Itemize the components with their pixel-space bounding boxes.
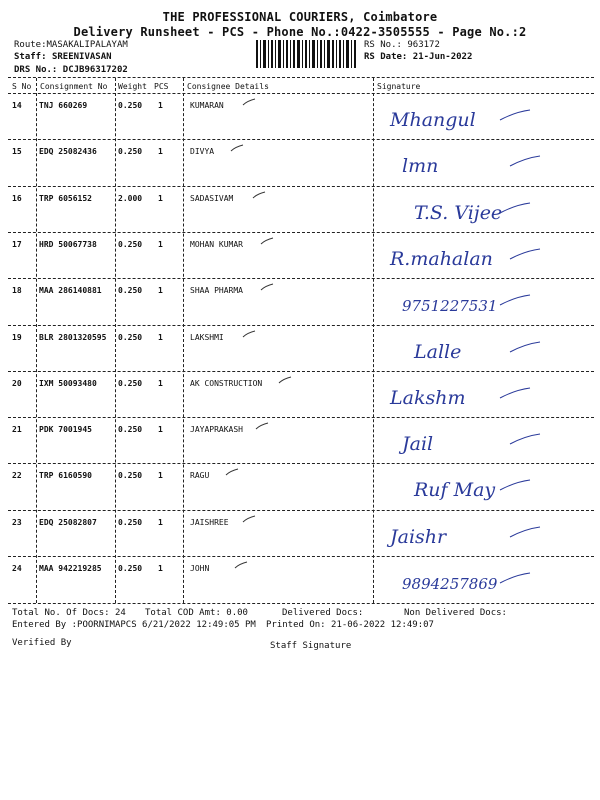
table-bottom-rule bbox=[8, 603, 594, 604]
tick-mark-icon bbox=[278, 376, 292, 386]
row-pcs: 1 bbox=[158, 239, 163, 249]
row-sno: 19 bbox=[12, 332, 22, 342]
company-title: THE PROFESSIONAL COURIERS, Coimbatore bbox=[162, 10, 438, 24]
staff-value: SREENIVASAN bbox=[51, 52, 112, 62]
row-pcs: 1 bbox=[158, 332, 163, 342]
tick-mark-icon bbox=[255, 422, 269, 432]
col-rule-3 bbox=[183, 78, 184, 603]
entered-by: Entered By :POORNIMAPCS 6/21/2022 12:49:05 PM bbox=[12, 620, 256, 630]
col-rule-1 bbox=[36, 78, 37, 603]
row-separator bbox=[8, 278, 594, 279]
row-consignment: TRP 6056152 bbox=[39, 193, 92, 203]
rs-no-line bbox=[364, 40, 440, 50]
row-weight: 0.250 bbox=[118, 147, 143, 157]
row-consignee: JAISHREE bbox=[190, 517, 229, 527]
row-consignee: SADASIVAM bbox=[190, 193, 234, 203]
row-consignment: TRP 6160590 bbox=[39, 471, 92, 481]
signature-text: Ruf May bbox=[414, 479, 496, 502]
tick-mark-icon bbox=[260, 237, 274, 247]
signature-text: lmn bbox=[402, 155, 439, 178]
signature-mark bbox=[380, 235, 580, 277]
cod-line bbox=[145, 608, 248, 618]
row-weight: 0.250 bbox=[118, 378, 143, 388]
col-rule-4 bbox=[373, 78, 374, 603]
row-sno: 24 bbox=[12, 564, 22, 573]
col-header-sno: S No bbox=[12, 82, 32, 91]
row-pcs: 1 bbox=[158, 286, 163, 296]
row-separator bbox=[8, 325, 594, 326]
rs-no-value: 963172 bbox=[407, 40, 440, 50]
tick-mark-icon bbox=[242, 98, 256, 108]
row-consignee: DIVYA bbox=[190, 147, 215, 157]
row-pcs: 1 bbox=[158, 147, 163, 157]
delivered-docs-label: Delivered Docs: bbox=[282, 608, 364, 618]
row-weight: 0.250 bbox=[118, 564, 143, 573]
col-header-weight: Weight bbox=[118, 82, 147, 91]
signature-text: Lakshm bbox=[390, 386, 466, 409]
row-sno: 17 bbox=[12, 239, 22, 249]
signature-text: Jaishr bbox=[390, 525, 447, 548]
row-pcs: 1 bbox=[158, 378, 163, 388]
staff-line bbox=[14, 52, 112, 62]
verified-by: Verified By bbox=[12, 638, 72, 648]
signature-text: 9751227531 bbox=[402, 297, 498, 316]
signature-mark bbox=[380, 142, 580, 184]
row-consignee: AK CONSTRUCTION bbox=[190, 378, 263, 388]
drs-line bbox=[14, 65, 128, 75]
tick-mark-icon bbox=[242, 330, 256, 340]
runsheet-subtitle: Delivery Runsheet - PCS - Phone No.:0422-3505555 - Page No.:2 bbox=[73, 25, 527, 39]
row-sno: 15 bbox=[12, 147, 22, 157]
signature-mark bbox=[380, 328, 580, 370]
tick-mark-icon bbox=[242, 515, 256, 525]
tick-mark-icon bbox=[260, 283, 274, 293]
row-separator bbox=[8, 139, 594, 140]
signature-text: T.S. Vijee bbox=[414, 201, 503, 224]
total-docs-value: 24 bbox=[114, 608, 126, 618]
col-rule-2 bbox=[115, 78, 116, 603]
tick-mark-icon bbox=[234, 561, 248, 571]
signature-mark bbox=[380, 96, 580, 138]
row-weight: 2.000 bbox=[118, 193, 143, 203]
row-consignee: JAYAPRAKASH bbox=[190, 425, 243, 435]
barcode-icon bbox=[256, 40, 358, 68]
row-consignee: JOHN bbox=[190, 564, 210, 573]
row-pcs: 1 bbox=[158, 193, 163, 203]
row-pcs: 1 bbox=[158, 101, 163, 110]
row-sno: 23 bbox=[12, 517, 22, 527]
signature-mark bbox=[380, 513, 580, 555]
row-consignment: MAA 942219285 bbox=[39, 564, 102, 573]
signature-text: Lalle bbox=[414, 340, 462, 363]
row-consignment: EDQ 25082436 bbox=[39, 147, 97, 157]
cod-label: Total COD Amt: bbox=[145, 608, 221, 618]
rs-no-label: RS No.: bbox=[364, 40, 402, 50]
total-docs-label: Total No. Of Docs: bbox=[12, 608, 110, 618]
drs-label: DRS No.: bbox=[14, 65, 58, 75]
row-separator bbox=[8, 232, 594, 233]
row-sno: 18 bbox=[12, 286, 22, 296]
col-header-consignment: Consignment No bbox=[40, 82, 108, 91]
rs-date-value: 21-Jun-2022 bbox=[412, 52, 473, 62]
row-pcs: 1 bbox=[158, 564, 163, 573]
col-header-consignee: Consignee Details bbox=[187, 82, 269, 91]
row-pcs: 1 bbox=[158, 471, 163, 481]
row-consignee: LAKSHMI bbox=[190, 332, 224, 342]
route-line bbox=[14, 40, 128, 50]
route-value: MASAKALIPALAYAM bbox=[46, 40, 128, 50]
printed-on: Printed On: 21-06-2022 12:49:07 bbox=[266, 620, 434, 630]
footer-totals bbox=[12, 608, 126, 618]
tick-mark-icon bbox=[230, 144, 244, 154]
row-consignment: MAA 286140881 bbox=[39, 286, 102, 296]
drs-value: DCJB96317202 bbox=[62, 65, 128, 75]
table-header-rule bbox=[8, 93, 594, 94]
row-weight: 0.250 bbox=[118, 286, 143, 296]
signature-text: R.mahalan bbox=[390, 247, 493, 270]
row-consignee: RAGU bbox=[190, 471, 210, 481]
row-sno: 16 bbox=[12, 193, 22, 203]
row-sno: 20 bbox=[12, 378, 22, 388]
table-top-rule bbox=[8, 77, 594, 78]
row-consignment: BLR 2801320595 bbox=[39, 332, 107, 342]
row-separator bbox=[8, 556, 594, 557]
row-consignee: KUMARAN bbox=[190, 101, 224, 110]
row-weight: 0.250 bbox=[118, 471, 143, 481]
signature-mark bbox=[380, 466, 580, 508]
row-pcs: 1 bbox=[158, 425, 163, 435]
signature-text: Mhangul bbox=[390, 109, 476, 131]
row-separator bbox=[8, 417, 594, 418]
rs-date-line bbox=[364, 52, 472, 62]
signature-mark bbox=[380, 420, 580, 462]
signature-text: 9894257869 bbox=[402, 575, 498, 593]
row-consignment: HRD 50067738 bbox=[39, 239, 97, 249]
signature-mark bbox=[380, 189, 580, 231]
signature-text: Jail bbox=[402, 433, 434, 456]
row-consignment: TNJ 660269 bbox=[39, 101, 88, 110]
row-sno: 21 bbox=[12, 425, 22, 435]
row-weight: 0.250 bbox=[118, 101, 143, 110]
row-consignee: MOHAN KUMAR bbox=[190, 239, 243, 249]
signature-mark bbox=[380, 281, 580, 323]
row-consignment: PDK 7001945 bbox=[39, 425, 92, 435]
row-sno: 22 bbox=[12, 471, 22, 481]
signature-mark bbox=[380, 374, 580, 416]
row-separator bbox=[8, 463, 594, 464]
cod-value: 0.00 bbox=[226, 608, 248, 618]
tick-mark-icon bbox=[225, 468, 239, 478]
row-separator bbox=[8, 371, 594, 372]
row-sno: 14 bbox=[12, 101, 22, 110]
route-label: Route: bbox=[14, 40, 47, 50]
row-weight: 0.250 bbox=[118, 425, 143, 435]
rs-date-label: RS Date: bbox=[364, 52, 408, 62]
staff-signature: Staff Signature bbox=[270, 641, 352, 651]
staff-label: Staff: bbox=[14, 52, 47, 62]
row-pcs: 1 bbox=[158, 517, 163, 527]
row-consignee: SHAA PHARMA bbox=[190, 286, 243, 296]
signature-mark bbox=[380, 559, 580, 601]
row-consignment: IXM 50093480 bbox=[39, 378, 97, 388]
col-header-pcs: PCS bbox=[154, 82, 169, 91]
row-weight: 0.250 bbox=[118, 332, 143, 342]
row-weight: 0.250 bbox=[118, 517, 143, 527]
row-weight: 0.250 bbox=[118, 239, 143, 249]
row-separator bbox=[8, 186, 594, 187]
col-header-signature: Signature bbox=[377, 82, 421, 91]
tick-mark-icon bbox=[252, 191, 266, 201]
non-delivered-docs-label: Non Delivered Docs: bbox=[404, 608, 507, 618]
row-consignment: EDQ 25082807 bbox=[39, 517, 97, 527]
row-separator bbox=[8, 510, 594, 511]
